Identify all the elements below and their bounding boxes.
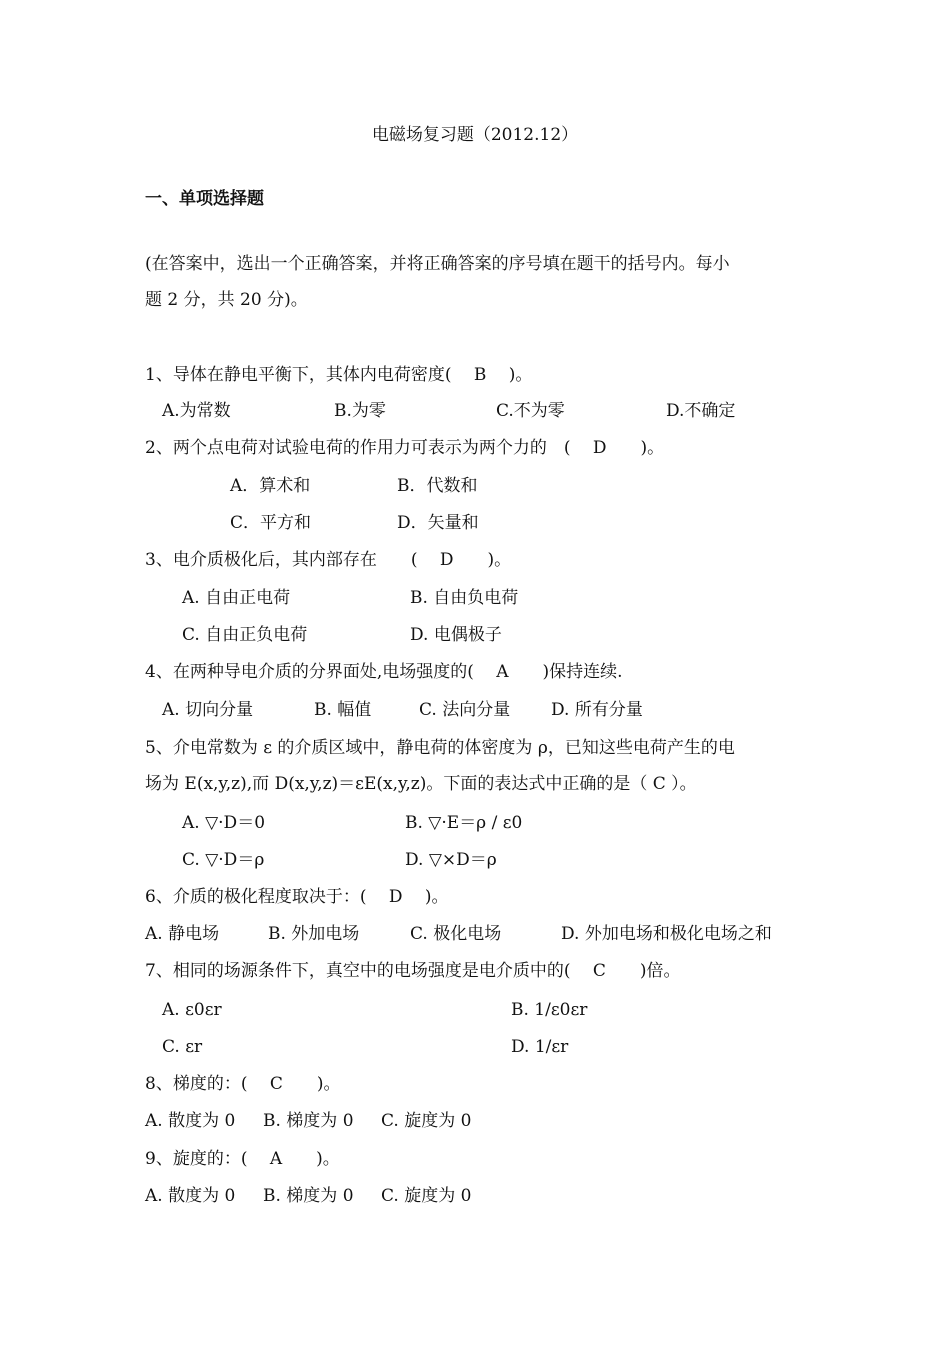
question-7-option-d: D. 1/εr [511,1037,569,1057]
question-2-option-d: D．矢量和 [397,513,479,533]
question-6-option-b: B. 外加电场 [268,924,360,944]
question-9-option-c: C. 旋度为 0 [381,1186,472,1206]
question-4-option-b: B. 幅值 [314,700,372,720]
question-1-option-b: B.为零 [334,401,386,421]
question-2-stem: 2、两个点电荷对试验电荷的作用力可表示为两个力的 ( D )。 [145,438,665,458]
document-title: 电磁场复习题（2012.12） [371,125,579,145]
question-4-option-c: C. 法向分量 [419,700,511,720]
question-8-option-a: A. 散度为 0 [145,1111,236,1131]
question-3-stem: 3、电介质极化后，其内部存在 ( D )。 [145,550,512,570]
question-4-option-d: D. 所有分量 [551,700,643,720]
question-5-option-d: D. ▽×D＝ρ [405,850,497,870]
question-5-stem-line-1: 5、介电常数为 ε 的介质区域中，静电荷的体密度为 ρ，已知这些电荷产生的电 [145,738,735,758]
instructions-line-2: 题 2 分，共 20 分)。 [145,290,308,310]
question-6-stem: 6、介质的极化程度取决于：( D )。 [145,887,449,907]
question-3-option-d: D. 电偶极子 [410,625,502,645]
question-6-option-d: D. 外加电场和极化电场之和 [561,924,772,944]
question-3-option-b: B. 自由负电荷 [410,588,519,608]
question-8-stem: 8、梯度的：( C )。 [145,1074,341,1094]
question-3-option-c: C. 自由正负电荷 [182,625,308,645]
question-7-option-c: C. εr [162,1037,203,1057]
question-3-option-a: A. 自由正电荷 [182,588,291,608]
question-1-option-a: A.为常数 [162,401,231,421]
question-8-option-c: C. 旋度为 0 [381,1111,472,1131]
question-2-option-c: C．平方和 [230,513,312,533]
question-9-option-a: A. 散度为 0 [145,1186,236,1206]
question-1-stem: 1、导体在静电平衡下，其体内电荷密度( B )。 [145,365,533,385]
question-2-option-a: A．算术和 [230,476,311,496]
question-2-option-b: B．代数和 [397,476,478,496]
question-7-option-a: A. ε0εr [162,1000,222,1020]
question-8-option-b: B. 梯度为 0 [263,1111,354,1131]
question-5-stem-line-2: 场为 E(x,y,z),而 D(x,y,z)＝εE(x,y,z)。下面的表达式中正确的是（ C ）。 [145,774,697,794]
question-6-option-a: A. 静电场 [145,924,220,944]
question-5-option-b: B. ▽·E＝ρ / ε0 [405,813,523,833]
question-7-stem: 7、相同的场源条件下，真空中的电场强度是电介质中的( C )倍。 [145,961,681,981]
question-4-stem: 4、在两种导电介质的分界面处,电场强度的( A )保持连续. [145,662,623,682]
instructions-line-1: (在答案中，选出一个正确答案，并将正确答案的序号填在题干的括号内。每小 [145,254,730,274]
question-6-option-c: C. 极化电场 [410,924,502,944]
question-1-option-c: C.不为零 [496,401,565,421]
question-1-option-d: D.不确定 [666,401,736,421]
question-7-option-b: B. 1/ε0εr [511,1000,588,1020]
question-9-option-b: B. 梯度为 0 [263,1186,354,1206]
question-5-option-c: C. ▽·D＝ρ [182,850,265,870]
question-4-option-a: A. 切向分量 [162,700,254,720]
question-9-stem: 9、旋度的：( A )。 [145,1149,340,1169]
section-heading: 一、单项选择题 [145,189,264,209]
question-5-option-a: A. ▽·D＝0 [182,813,266,833]
